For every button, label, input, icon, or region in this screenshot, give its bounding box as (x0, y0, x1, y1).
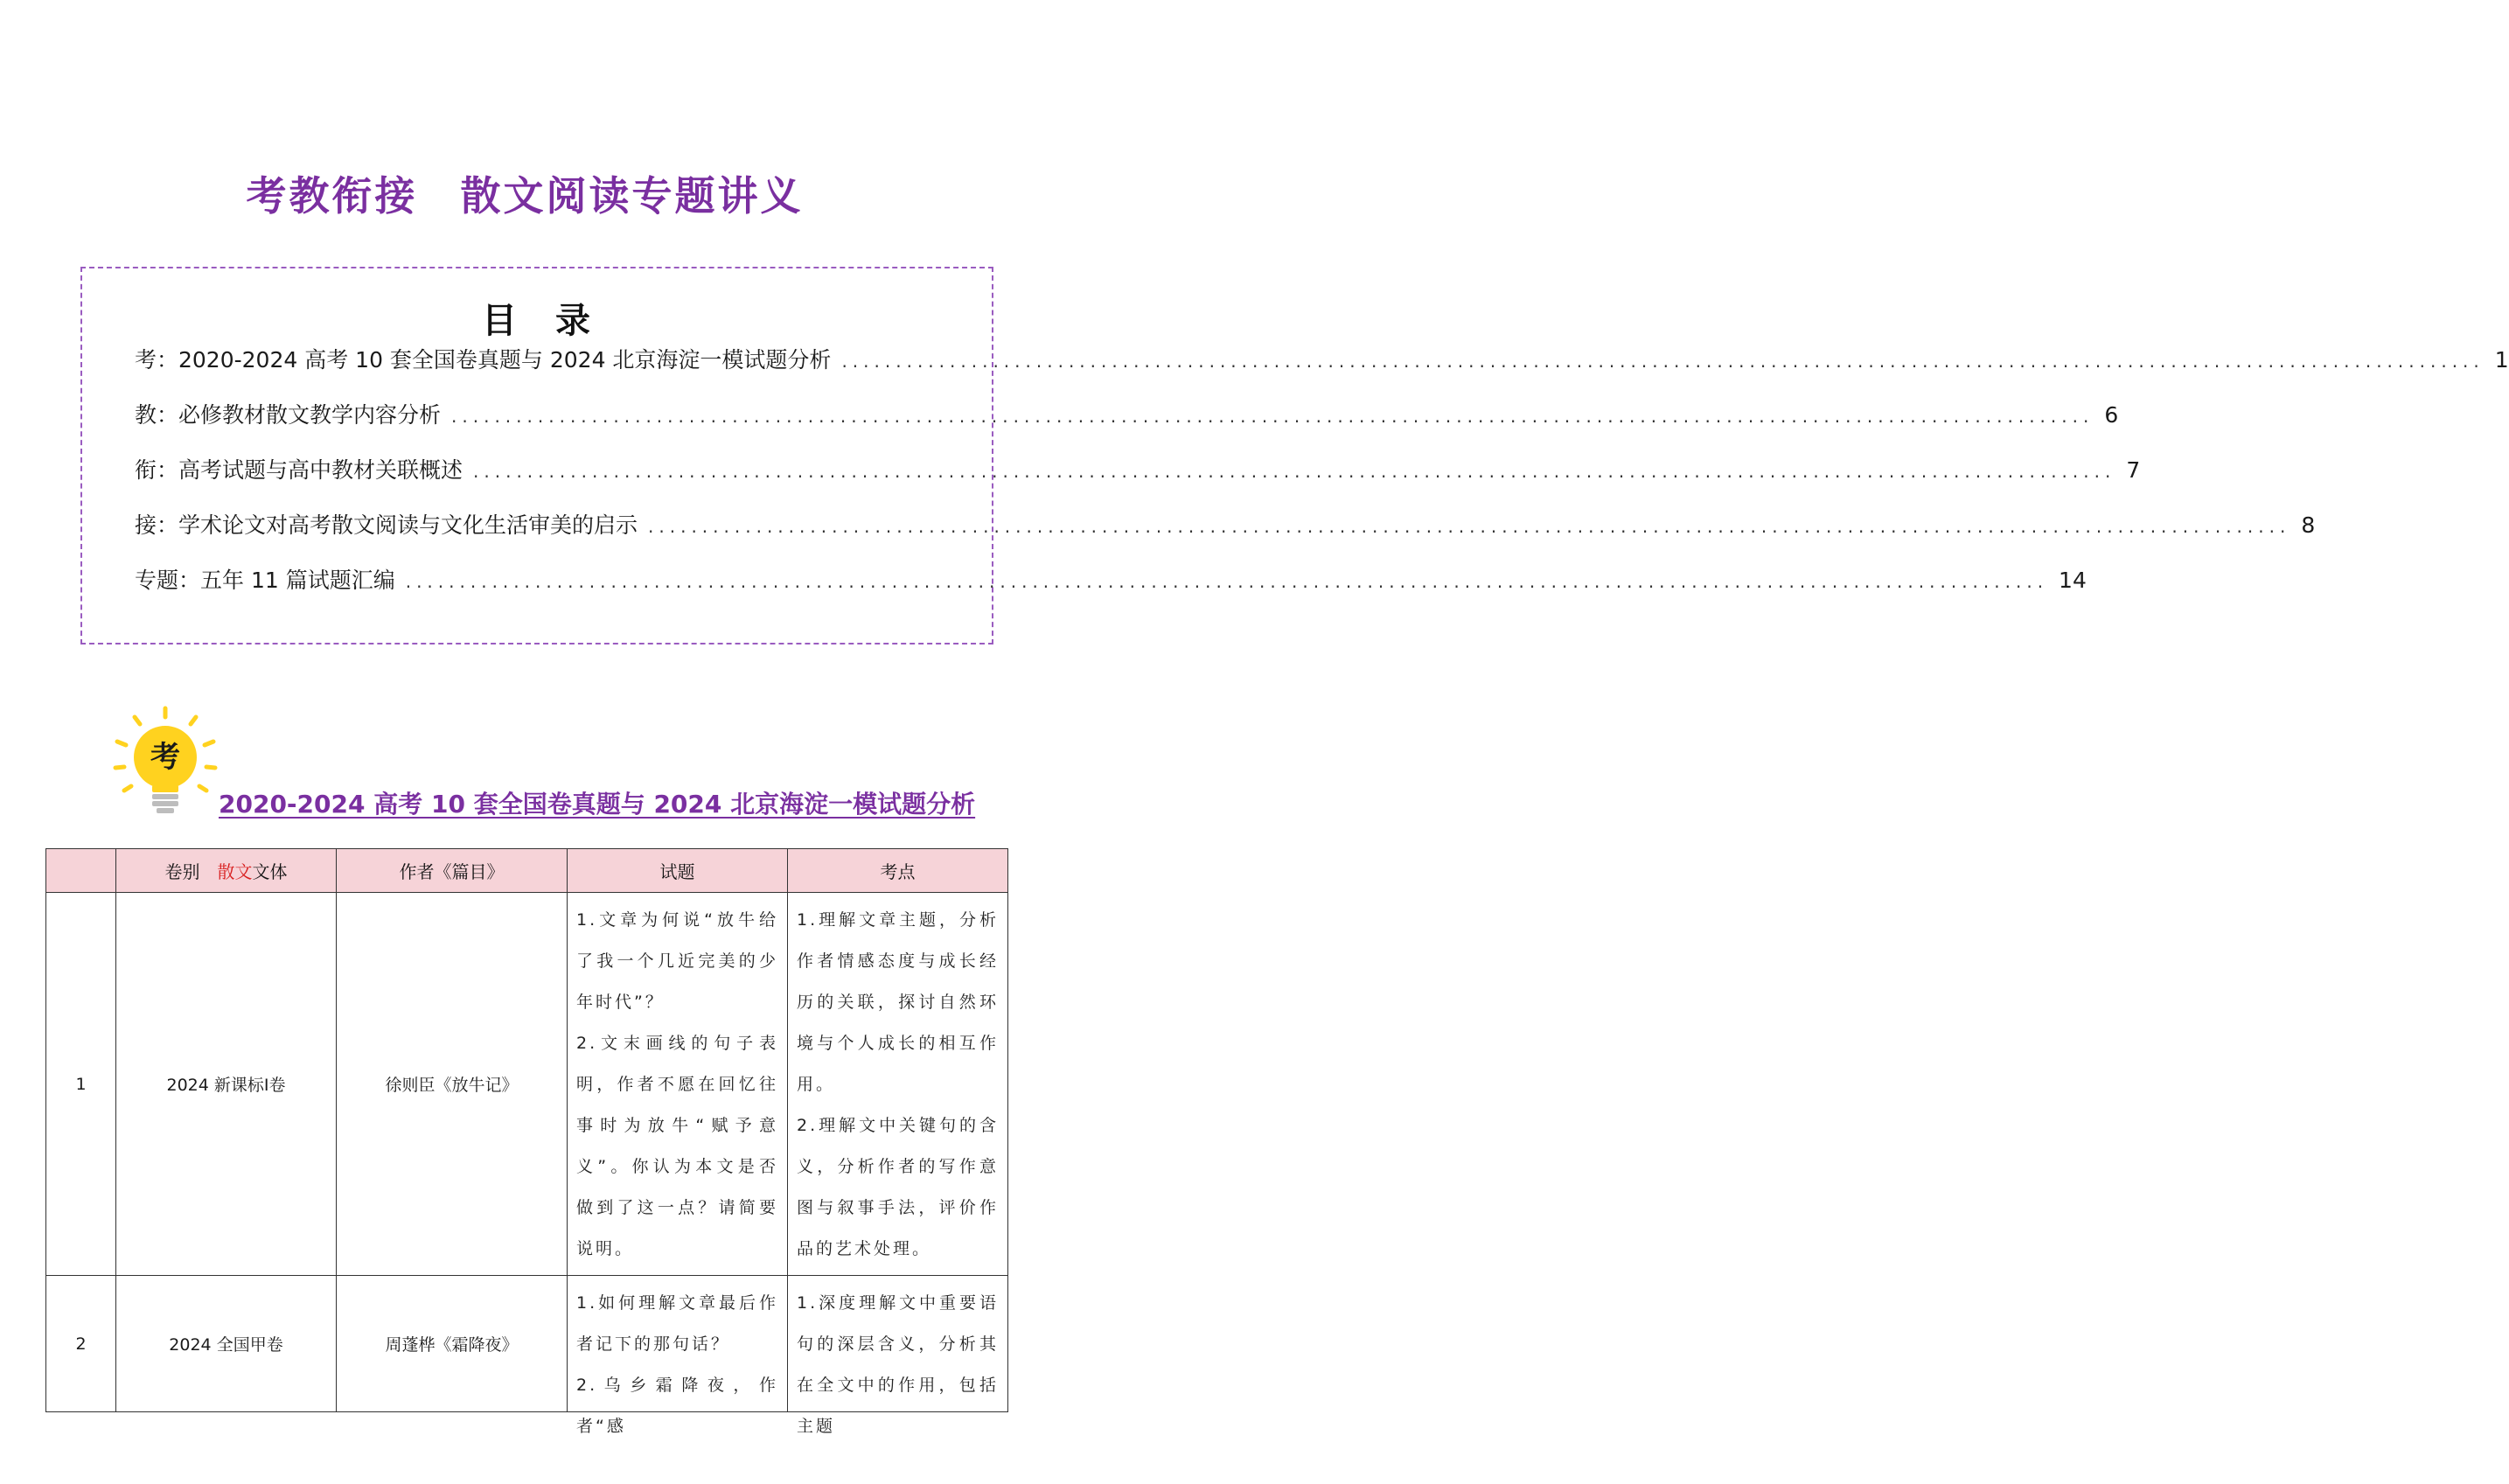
row-paper: 2024 全国甲卷 (116, 1276, 337, 1412)
table-row (46, 1276, 1008, 1412)
row-exam-points (788, 1276, 1008, 1436)
row-paper: 2024 新课标Ⅰ卷 (116, 893, 337, 1276)
row-index: 2 (46, 1276, 116, 1412)
header-genre-label: 文体 (252, 861, 288, 882)
section-heading: 2020-2024 高考 10 套全国卷真题与 2024 北京海淀一模试题分析 (219, 790, 976, 819)
analysis-table (45, 848, 1008, 1436)
toc-entry[interactable] (135, 398, 2119, 433)
row-questions-text: 1.文章为何说“放牛给了我一个几近完美的少年时代”？ 2.文末画线的句子表明，作者不愿在回忆往事时为放牛“赋予意义”。你认为本文是否做到了这一点？请简要说明。 (576, 910, 778, 1258)
toc-entry-page: 8 (2301, 512, 2316, 538)
toc-entry-text: 专题：五年 11 篇试题汇编 (135, 568, 395, 593)
row-exam-points (788, 893, 1008, 1276)
row-questions-text: 1.如何理解文章最后作者记下的那句话？ 2.乌乡霜降夜，作者“感 (576, 1293, 778, 1436)
header-prose-highlight: 散文 (217, 861, 253, 882)
header-exam-points: 考点 (788, 849, 1008, 893)
toc-entry-page: 6 (2104, 402, 2119, 428)
header-paper-type (116, 849, 337, 893)
header-author-title: 作者《篇目》 (337, 849, 568, 893)
toc-leader-dots (648, 516, 2290, 537)
toc-entry[interactable] (135, 563, 2087, 598)
row-questions (568, 893, 788, 1276)
toc-heading: 目 录 (482, 301, 592, 341)
table-header-row (46, 849, 1008, 893)
table-row (46, 893, 1008, 1276)
toc-entry[interactable] (135, 453, 2141, 488)
toc-entry[interactable] (135, 508, 2316, 543)
toc-entry-page: 1 (2494, 347, 2509, 373)
header-paper-label: 卷别 (164, 861, 218, 882)
header-questions: 试题 (568, 849, 788, 893)
toc-leader-dots (406, 571, 2048, 592)
row-author-title: 徐则臣《放牛记》 (337, 893, 568, 1276)
toc-entry-text: 教：必修教材散文教学内容分析 (135, 402, 442, 428)
row-index: 1 (46, 893, 116, 1276)
toc-leader-dots (841, 351, 2484, 372)
row-exam-points-text: 1.深度理解文中重要语句的深层含义，分析其在全文中的作用，包括主题 (797, 1293, 999, 1436)
row-questions (568, 1276, 788, 1436)
toc-entry-page: 14 (2059, 568, 2087, 593)
toc-leader-dots (451, 406, 2094, 427)
toc-entry[interactable] (135, 343, 2509, 378)
document-title: 考教衔接 散文阅读专题讲义 (246, 172, 804, 219)
row-author-title: 周蓬桦《霜降夜》 (337, 1276, 568, 1412)
toc-leader-dots (473, 461, 2115, 482)
toc-entry-text: 衔：高考试题与高中教材关联概述 (135, 457, 463, 483)
toc-entry-page: 7 (2126, 457, 2141, 483)
toc-entry-text: 考：2020-2024 高考 10 套全国卷真题与 2024 北京海淀一模试题分析 (135, 347, 832, 373)
header-index (46, 849, 116, 893)
toc-entry-text: 接：学术论文对高考散文阅读与文化生活审美的启示 (135, 512, 638, 538)
table-of-contents (80, 267, 2509, 644)
row-exam-points-text: 1.理解文章主题，分析作者情感态度与成长经历的关联，探讨自然环境与个人成长的相互作用。 2.理解文中关键句的含义，分析作者的写作意图与叙事手法，评价作品的艺术处理。 (797, 910, 999, 1258)
lightbulb-icon (108, 705, 222, 819)
lightbulb-badge-char: 考 (150, 740, 180, 775)
